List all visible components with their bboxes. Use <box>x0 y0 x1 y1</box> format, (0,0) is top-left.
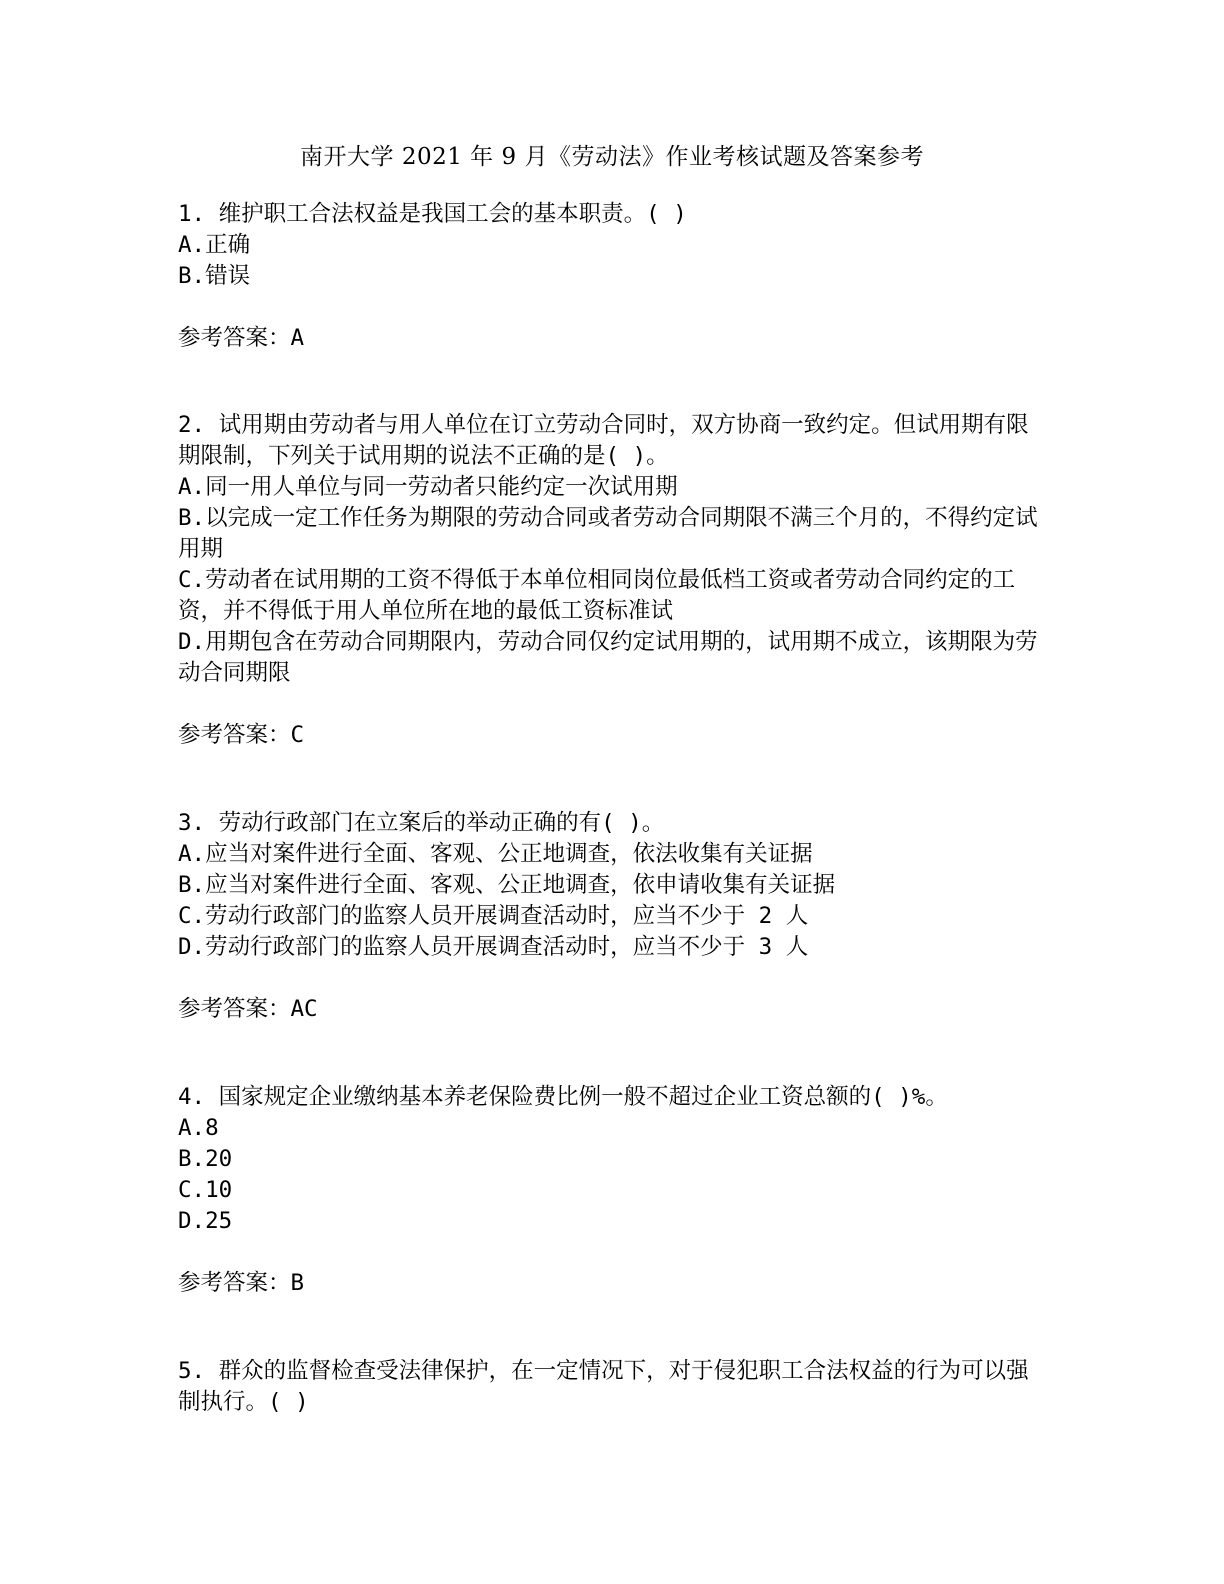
answer-line <box>178 323 1044 354</box>
option-b: B.错误 <box>178 263 251 289</box>
option-a: A.同一用人单位与同一劳动者只能约定一次试用期 <box>178 474 678 500</box>
question-stem: 5. 群众的监督检查受法律保护，在一定情况下，对于侵犯职工合法权益的行为可以强制执行。( ) <box>178 1358 1029 1415</box>
answer-label: 参考答案： <box>178 996 291 1022</box>
answer-line <box>178 1268 1044 1299</box>
question-stem: 4. 国家规定企业缴纳基本养老保险费比例一般不超过企业工资总额的( )%。 <box>178 1084 948 1110</box>
answer-value: C <box>290 722 305 748</box>
option-c: C.劳动者在试用期的工资不得低于本单位相同岗位最低档工资或者劳动合同约定的工资，并不得低于用人单位所在地的最低工资标准试 <box>178 567 1016 624</box>
option-c: C.劳动行政部门的监察人员开展调查活动时，应当不少于 2 人 <box>178 903 809 929</box>
question-2 <box>178 410 1044 751</box>
question-1 <box>178 199 1044 354</box>
answer-line <box>178 994 1044 1025</box>
option-d: D.用期包含在劳动合同期限内，劳动合同仅约定试用期的，试用期不成立，该期限为劳动合同期限 <box>178 629 1038 686</box>
option-d: D.劳动行政部门的监察人员开展调查活动时，应当不少于 3 人 <box>178 934 809 960</box>
answer-value: AC <box>290 996 318 1022</box>
question-4 <box>178 1082 1044 1299</box>
option-c: C.10 <box>178 1177 233 1203</box>
answer-line <box>178 720 1044 751</box>
question-5 <box>178 1356 1044 1418</box>
answer-label: 参考答案： <box>178 722 291 748</box>
answer-label: 参考答案： <box>178 1270 291 1296</box>
option-b: B.以完成一定工作任务为期限的劳动合同或者劳动合同期限不满三个月的，不得约定试用期 <box>178 505 1038 562</box>
option-b: B.20 <box>178 1146 233 1172</box>
answer-label: 参考答案： <box>178 325 291 351</box>
answer-value: A <box>290 325 305 351</box>
question-stem: 3. 劳动行政部门在立案后的举动正确的有( )。 <box>178 810 665 836</box>
option-d: D.25 <box>178 1208 233 1234</box>
option-b: B.应当对案件进行全面、客观、公正地调查，依申请收集有关证据 <box>178 872 836 898</box>
option-a: A.正确 <box>178 232 251 258</box>
answer-value: B <box>290 1270 305 1296</box>
document-title: 南开大学 2021 年 9 月《劳动法》作业考核试题及答案参考 <box>300 144 924 170</box>
option-a: A.应当对案件进行全面、客观、公正地调查，依法收集有关证据 <box>178 841 813 867</box>
question-stem: 1. 维护职工合法权益是我国工会的基本职责。( ) <box>178 201 687 227</box>
question-3 <box>178 808 1044 1025</box>
question-stem: 2. 试用期由劳动者与用人单位在订立劳动合同时，双方协商一致约定。但试用期有限期限制，下列关于试用期的说法不正确的是( )。 <box>178 412 1029 469</box>
option-a: A.8 <box>178 1115 219 1141</box>
